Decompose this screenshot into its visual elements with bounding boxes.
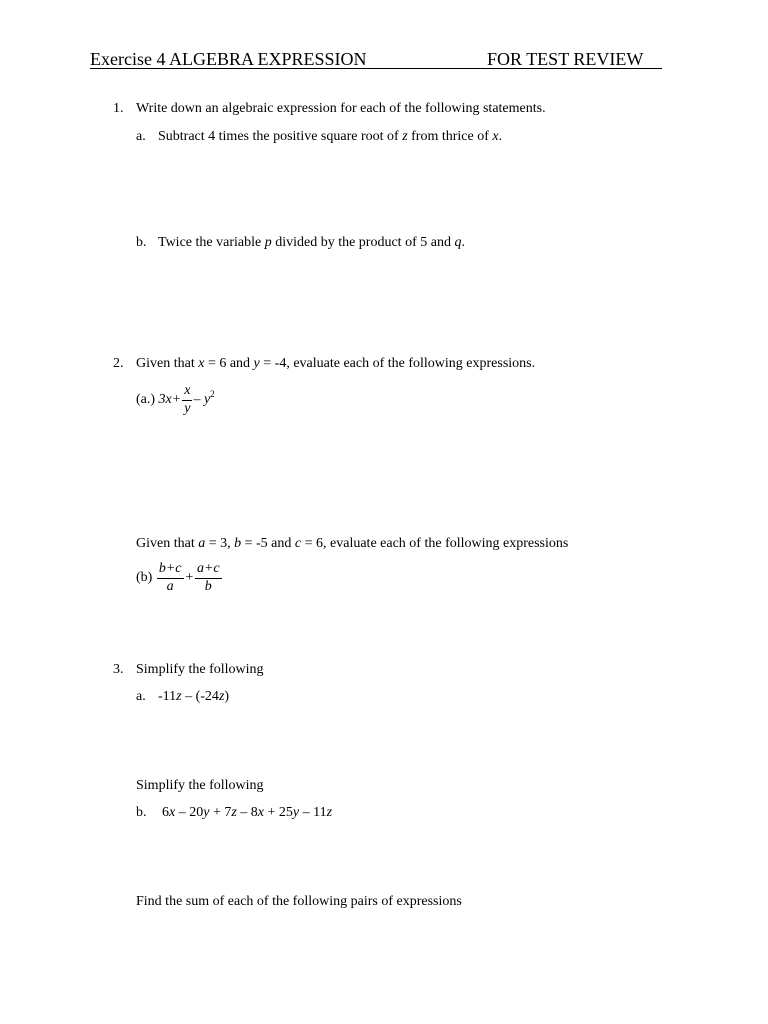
worksheet-subtitle: FOR TEST REVIEW	[487, 49, 644, 69]
q3-prompt: Simplify the following	[136, 662, 264, 677]
q3b-expression: 6x – 20y + 7z – 8x + 25y – 11z	[162, 805, 333, 820]
q1-number: 1.	[113, 101, 124, 116]
q1a-statement: Subtract 4 times the positive square root of z from thrice of x.	[158, 129, 503, 144]
q2a-expression: (a.) 3x+ $\frac{x}{y}$ – $y^2$	[136, 383, 215, 416]
q1-prompt: Write down an algebraic expression for each of the following statements.	[136, 101, 546, 116]
q3a-expression: -11z – (-24z)	[158, 689, 230, 704]
q2-given-second: Given that a = 3, b = -5 and c = 6, evaluate each of the following expressions	[136, 536, 569, 551]
q3-prompt-second: Simplify the following	[136, 778, 264, 793]
q2b-expression: (b) $\frac{b+c}{a}$ + $\frac{a+c}{b}$	[136, 561, 220, 594]
q3-number: 3.	[113, 662, 124, 677]
q2-number: 2.	[113, 356, 124, 371]
q3a-label: a.	[136, 689, 146, 704]
q2-prompt: Given that x = 6 and y = -4, evaluate each of the following expressions.	[136, 356, 536, 371]
q1b-label: b.	[136, 235, 147, 250]
q3-prompt-third: Find the sum of each of the following pairs of expressions	[136, 894, 462, 909]
q1b-statement: Twice the variable p divided by the product of 5 and q.	[158, 235, 465, 250]
title-underline	[90, 68, 662, 69]
q3b-label: b.	[136, 805, 147, 820]
worksheet-title: Exercise 4 ALGEBRA EXPRESSION	[90, 49, 367, 69]
q1a-label: a.	[136, 129, 146, 144]
